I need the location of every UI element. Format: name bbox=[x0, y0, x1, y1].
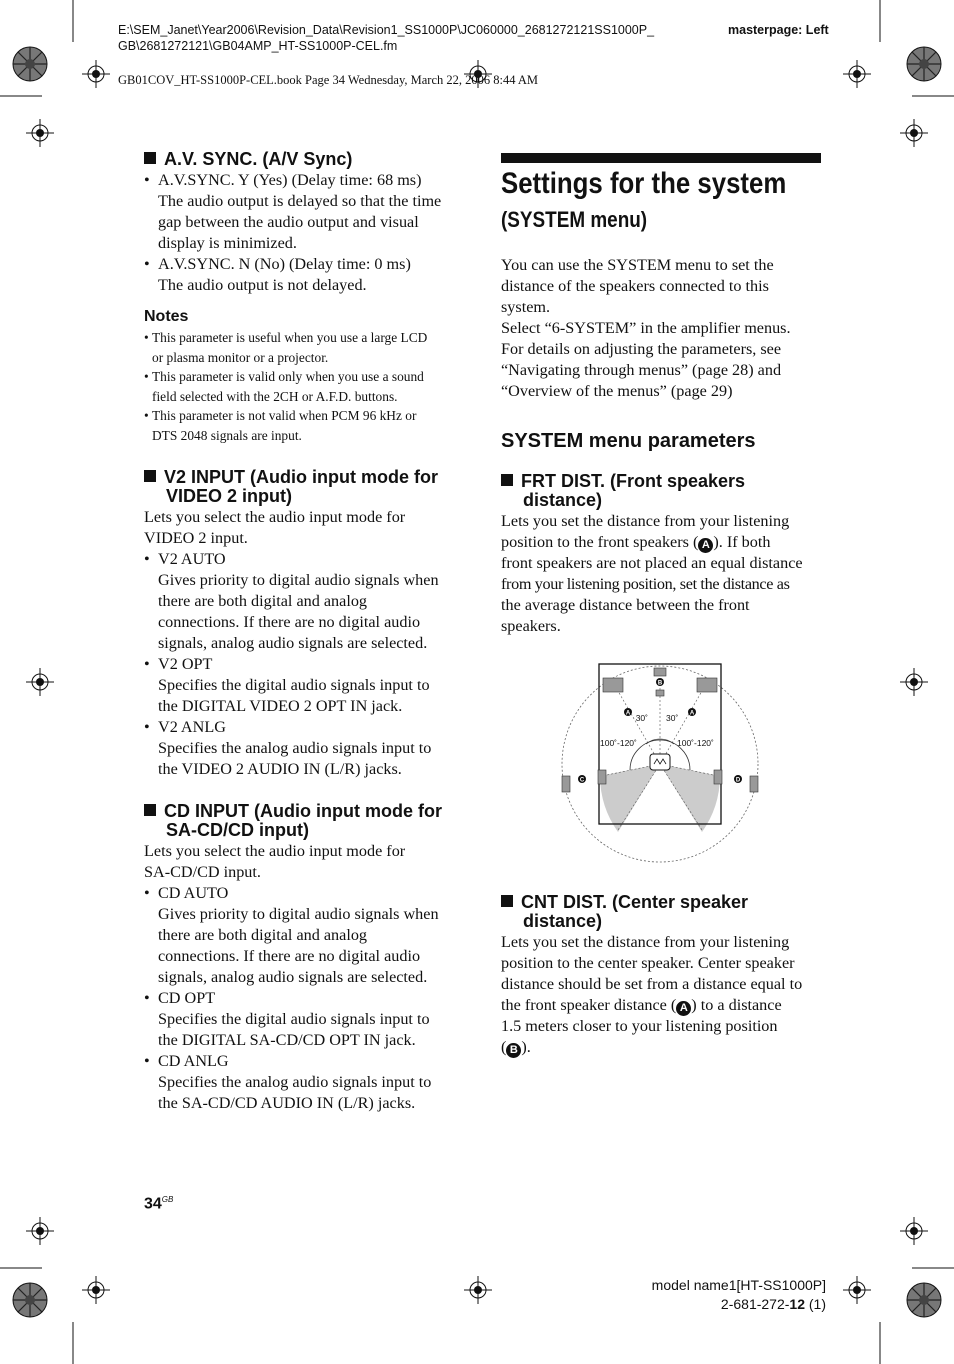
note-item bbox=[144, 328, 474, 367]
section-heading-text: V2 INPUT (Audio input mode for bbox=[164, 467, 438, 487]
model-code bbox=[636, 1295, 826, 1314]
crosshair-mark-icon bbox=[900, 668, 928, 696]
option-desc-line: The audio output is not delayed. bbox=[158, 276, 367, 294]
system-intro bbox=[501, 255, 831, 402]
text-span: 12 bbox=[789, 1296, 805, 1312]
option-label: • CD AUTO bbox=[144, 883, 474, 904]
notes-heading: Notes bbox=[144, 308, 189, 325]
option-desc-line: display is minimized. bbox=[158, 234, 297, 252]
option-label: • V2 ANLG bbox=[144, 717, 474, 738]
file-path-line: GB\2681272121\GB04AMP_HT-SS1000P-CEL.fm bbox=[118, 39, 398, 53]
section-heading-text: A.V. SYNC. (A/V Sync) bbox=[164, 149, 353, 169]
page-title: Settings for the system bbox=[501, 167, 787, 200]
marker-b-icon bbox=[656, 678, 664, 687]
option-label: • CD ANLG bbox=[144, 1051, 474, 1072]
option-desc-line: the VIDEO 2 AUDIO IN (L/R) jacks. bbox=[158, 760, 402, 778]
option-desc-line: there are both digital and analog bbox=[158, 592, 368, 610]
option-label: • V2 OPT bbox=[144, 654, 474, 675]
intro-line: For details on adjusting the parameters, see bbox=[501, 340, 782, 358]
option-desc-line: Gives priority to digital audio signals when bbox=[158, 571, 439, 589]
square-bullet-icon bbox=[144, 470, 156, 482]
left-column bbox=[144, 150, 474, 1114]
marker-a-icon bbox=[688, 708, 696, 717]
intro-line: “Overview of the menus” (page 29) bbox=[501, 382, 733, 400]
note-line: field selected with the 2CH or A.F.D. buttons. bbox=[152, 388, 398, 404]
svg-text:C: C bbox=[579, 777, 585, 784]
section-heading-text: SA-CD/CD input) bbox=[166, 820, 309, 840]
body-line: 1.5 meters closer to your listening position bbox=[501, 1017, 778, 1035]
subwoofer-icon bbox=[656, 690, 664, 696]
cd-input-body bbox=[144, 841, 474, 1114]
option-desc-line: Specifies the digital audio signals input to bbox=[158, 676, 430, 694]
text-span: the front speaker distance ( bbox=[501, 996, 677, 1014]
section-heading-text: FRT DIST. (Front speakers bbox=[521, 471, 746, 491]
crosshair-mark-icon bbox=[82, 1276, 110, 1304]
crosshair-mark-icon bbox=[26, 1217, 54, 1245]
body-line bbox=[501, 532, 831, 553]
body-line: speakers. bbox=[501, 617, 561, 635]
section-heading-frt-dist bbox=[501, 472, 831, 510]
page-subtitle: (SYSTEM menu) bbox=[501, 207, 648, 232]
registration-target-icon bbox=[12, 46, 48, 82]
page-number-suffix: GB bbox=[161, 1195, 174, 1204]
body-line: Lets you set the distance from your listening bbox=[501, 933, 790, 951]
intro-line: VIDEO 2 input. bbox=[144, 529, 248, 547]
text-span: ( bbox=[501, 1038, 507, 1056]
option-desc-line: gap between the audio output and visual bbox=[158, 213, 419, 231]
body-line bbox=[501, 995, 831, 1016]
frt-dist-section bbox=[501, 472, 831, 637]
option-desc-line: signals, analog audio signals are selected. bbox=[158, 634, 428, 652]
range-label: 100˚-120˚ bbox=[677, 738, 714, 748]
option-label: • V2 AUTO bbox=[144, 549, 474, 570]
body-line: distance should be set from a distance equal to bbox=[501, 975, 803, 993]
section-heading-v2-input bbox=[144, 468, 474, 506]
surround-back-right-speaker-icon bbox=[714, 770, 722, 784]
model-name: model name1[HT-SS1000P] bbox=[651, 1277, 826, 1293]
crosshair-mark-icon bbox=[464, 1276, 492, 1304]
intro-line: system. bbox=[501, 298, 551, 316]
crosshair-mark-icon bbox=[26, 668, 54, 696]
note-line: DTS 2048 signals are input. bbox=[152, 427, 302, 443]
crosshair-mark-icon bbox=[843, 60, 871, 88]
section-heading-text: distance) bbox=[523, 490, 603, 510]
option-desc-line: Gives priority to digital audio signals when bbox=[158, 905, 439, 923]
crosshair-mark-icon bbox=[26, 119, 54, 147]
angle-label: 30˚ bbox=[635, 713, 648, 723]
svg-text:B: B bbox=[657, 680, 663, 687]
text-span: ) to a distance bbox=[691, 996, 782, 1014]
note-line: This parameter is not valid when PCM 96 kHz or bbox=[152, 408, 417, 423]
listener-icon bbox=[650, 754, 670, 770]
book-info-line: GB01COV_HT-SS1000P-CEL.book Page 34 Wednesday, March 22, 2006 8:44 AM bbox=[118, 73, 539, 87]
option-label: • A.V.SYNC. Y (Yes) (Delay time: 68 ms) bbox=[144, 170, 474, 191]
rear-left-zone bbox=[600, 764, 660, 832]
note-item bbox=[144, 406, 474, 445]
section-heading-text: CNT DIST. (Center speaker bbox=[521, 892, 749, 912]
option-desc-line: The audio output is delayed so that the time bbox=[158, 192, 442, 210]
text-span: 2-681-272- bbox=[720, 1296, 790, 1312]
square-bullet-icon bbox=[144, 152, 156, 164]
marker-c-icon bbox=[578, 775, 586, 784]
text-span: position to the front speakers ( bbox=[501, 533, 699, 551]
avsync-options bbox=[144, 170, 474, 296]
option-desc-line: signals, analog audio signals are selected. bbox=[158, 968, 428, 986]
intro-line: “Navigating through menus” (page 28) and bbox=[501, 361, 782, 379]
params-heading: SYSTEM menu parameters bbox=[501, 430, 756, 452]
intro-line: Select “6-SYSTEM” in the amplifier menus. bbox=[501, 319, 791, 337]
page-number-value: 34 bbox=[144, 1195, 162, 1213]
square-bullet-icon bbox=[501, 895, 513, 907]
crosshair-mark-icon bbox=[900, 119, 928, 147]
svg-text:D: D bbox=[735, 777, 741, 784]
front-right-speaker-icon bbox=[697, 678, 717, 692]
svg-text:A: A bbox=[689, 710, 695, 717]
note-item bbox=[144, 367, 474, 406]
marker-d-icon bbox=[734, 775, 742, 784]
option-desc-line: the DIGITAL SA-CD/CD OPT IN jack. bbox=[158, 1031, 416, 1049]
file-path bbox=[118, 22, 654, 54]
file-path-line: E:\SEM_Janet\Year2006\Revision_Data\Revision1_SS1000P\JC060000_2681272121SS1000P_ bbox=[118, 23, 655, 37]
body-line: Lets you set the distance from your listening bbox=[501, 512, 790, 530]
surround-left-speaker-icon bbox=[562, 776, 570, 792]
text-span: (1) bbox=[805, 1296, 826, 1312]
body-line: the average distance between the front bbox=[501, 596, 750, 614]
surround-right-speaker-icon bbox=[750, 776, 758, 792]
section-heading-text: distance) bbox=[523, 911, 603, 931]
marker-a-icon bbox=[624, 708, 632, 717]
option-label: • A.V.SYNC. N (No) (Delay time: 0 ms) bbox=[144, 254, 474, 275]
speaker-placement-diagram bbox=[556, 660, 766, 868]
v2-input-body bbox=[144, 507, 474, 780]
option-desc-line: Specifies the analog audio signals input to bbox=[158, 1073, 432, 1091]
marker-a-icon: A bbox=[676, 1001, 691, 1016]
registration-target-icon bbox=[906, 1282, 942, 1318]
body-line bbox=[501, 1037, 831, 1058]
center-speaker-icon bbox=[654, 668, 666, 676]
masterpage-label: masterpage: Left bbox=[728, 23, 829, 37]
intro-line: You can use the SYSTEM menu to set the bbox=[501, 256, 774, 274]
option-desc-line: there are both digital and analog bbox=[158, 926, 368, 944]
marker-b-icon: B bbox=[506, 1043, 521, 1058]
crosshair-mark-icon bbox=[843, 1276, 871, 1304]
crosshair-mark-icon bbox=[900, 1217, 928, 1245]
text-span: ). If both bbox=[713, 533, 771, 551]
option-desc-line: connections. If there are no digital audio bbox=[158, 947, 421, 965]
range-label: 100˚-120˚ bbox=[600, 738, 637, 748]
section-heading-avsync bbox=[144, 150, 474, 169]
option-desc-line: Specifies the analog audio signals input to bbox=[158, 739, 432, 757]
note-line: This parameter is valid only when you use a sound bbox=[152, 369, 424, 384]
intro-line: Lets you select the audio input mode for bbox=[144, 508, 406, 526]
cnt-dist-section bbox=[501, 893, 831, 1058]
option-desc-line: the SA-CD/CD AUDIO IN (L/R) jacks. bbox=[158, 1094, 416, 1112]
text-span: ). bbox=[521, 1038, 531, 1056]
angle-label: 30˚ bbox=[666, 713, 679, 723]
title-rule bbox=[501, 153, 821, 163]
registration-target-icon bbox=[906, 46, 942, 82]
intro-line: SA-CD/CD input. bbox=[144, 863, 261, 881]
section-heading-text: VIDEO 2 input) bbox=[166, 486, 292, 506]
body-line: front speakers are not placed an equal distance bbox=[501, 554, 803, 572]
body-line: from your listening position, set the distance as bbox=[501, 575, 790, 593]
note-line: This parameter is useful when you use a large LCD bbox=[152, 330, 428, 345]
option-desc-line: Specifies the digital audio signals input to bbox=[158, 1010, 430, 1028]
front-left-speaker-icon bbox=[603, 678, 623, 692]
intro-line: distance of the speakers connected to this bbox=[501, 277, 769, 295]
svg-text:A: A bbox=[625, 710, 631, 717]
page-number bbox=[144, 1195, 173, 1213]
model-info bbox=[636, 1276, 826, 1314]
frt-dist-body bbox=[501, 511, 831, 637]
option-label: • CD OPT bbox=[144, 988, 474, 1009]
square-bullet-icon bbox=[501, 474, 513, 486]
notes-list bbox=[144, 328, 474, 445]
rear-right-zone bbox=[660, 764, 720, 832]
intro-line: Lets you select the audio input mode for bbox=[144, 842, 406, 860]
section-heading-cd-input bbox=[144, 802, 474, 840]
cnt-dist-body bbox=[501, 932, 831, 1058]
option-desc-line: connections. If there are no digital audio bbox=[158, 613, 421, 631]
note-line: or plasma monitor or a projector. bbox=[152, 349, 329, 365]
marker-a-icon: A bbox=[698, 538, 713, 553]
crosshair-mark-icon bbox=[82, 60, 110, 88]
surround-back-left-speaker-icon bbox=[598, 770, 606, 784]
section-heading-text: CD INPUT (Audio input mode for bbox=[164, 801, 442, 821]
registration-target-icon bbox=[12, 1282, 48, 1318]
option-desc-line: the DIGITAL VIDEO 2 OPT IN jack. bbox=[158, 697, 403, 715]
section-heading-cnt-dist bbox=[501, 893, 831, 931]
body-line: position to the center speaker. Center speaker bbox=[501, 954, 795, 972]
square-bullet-icon bbox=[144, 804, 156, 816]
